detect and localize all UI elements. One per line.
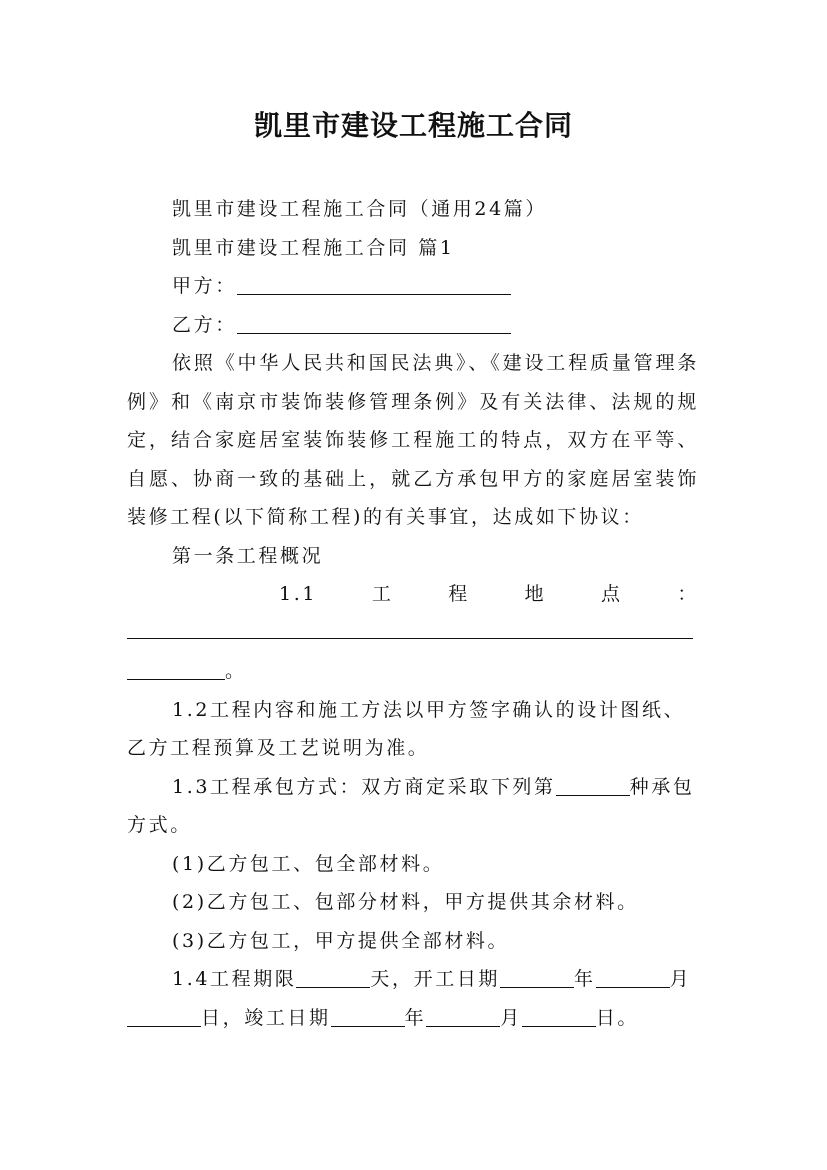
item-1-1-number: 1.1 (279, 583, 318, 605)
start-year-blank (500, 967, 574, 988)
item-1-4-text: 1.4工程期限 (172, 968, 297, 990)
start-date-label: 天，开工日期 (370, 968, 501, 990)
party-a-line (127, 267, 699, 306)
item-1-1-colon: ： (677, 583, 699, 605)
item-1-4 (127, 960, 699, 1037)
location-blank-short (127, 659, 225, 680)
location-blank-line (127, 614, 699, 653)
end-day-blank (522, 1006, 596, 1027)
option-3: (3)乙方包工，甲方提供全部材料。 (172, 929, 510, 952)
month-label: 月 (669, 968, 692, 990)
item-1-1-char: 地 (524, 583, 547, 605)
item-1-2: 1.2工程内容和施工方法以甲方签字确认的设计图纸、乙方工程预算及工艺说明为准。 (127, 698, 686, 759)
document-body (127, 190, 699, 1037)
intro-paragraph: 依照《中华人民共和国民法典》、《建设工程质量管理条例》和《南京市装饰装修管理条例》及有关法律、法规的规定，结合家庭居室装饰装修工程施工的特点，双方在平等、自愿、协商一致的基础上，就乙方承包甲方的家庭居室装饰装修工程(以下简称工程)的有关事宜，达成如下协议： (127, 352, 699, 528)
party-b-blank (237, 313, 511, 334)
item-1-1-char: 工 (371, 583, 394, 605)
subtitle-line: 凯里市建设工程施工合同（通用24篇） (172, 198, 547, 220)
start-month-blank (596, 967, 670, 988)
option-1: (1)乙方包工、包全部材料。 (172, 852, 445, 875)
item-1-1-char: 点 (600, 583, 623, 605)
end-date-label: 日，竣工日期 (201, 1006, 331, 1029)
end-month-blank (426, 1006, 500, 1027)
item-1-3 (127, 768, 699, 845)
party-a-blank (237, 274, 511, 295)
month-label: 月 (500, 1006, 522, 1029)
end-year-blank (331, 1006, 405, 1027)
day-end-label: 日。 (595, 1006, 640, 1029)
item-1-1-line (127, 575, 699, 614)
year-label: 年 (574, 968, 596, 990)
start-day-blank (127, 1006, 201, 1027)
year-label: 年 (404, 1006, 427, 1029)
location-period: 。 (225, 660, 247, 682)
option-2: (2)乙方包工、包部分材料，甲方提供其余材料。 (172, 891, 639, 913)
document-title: 凯里市建设工程施工合同 (253, 109, 573, 142)
party-a-label: 甲方： (172, 275, 237, 297)
item-1-3-text: 1.3工程承包方式：双方商定采取下列第 (172, 775, 556, 798)
duration-blank (296, 967, 370, 988)
location-blank (127, 618, 693, 639)
location-blank-end (127, 652, 699, 691)
section-heading: 凯里市建设工程施工合同 篇1 (172, 236, 455, 259)
article-1-heading: 第一条工程概况 (172, 544, 324, 567)
item-1-3-text-end: 种承包方式。 (127, 775, 695, 836)
contract-mode-blank (556, 775, 630, 796)
item-1-1-char: 程 (448, 583, 470, 605)
party-b-label: 乙方： (172, 313, 237, 336)
party-b-line (127, 306, 699, 345)
